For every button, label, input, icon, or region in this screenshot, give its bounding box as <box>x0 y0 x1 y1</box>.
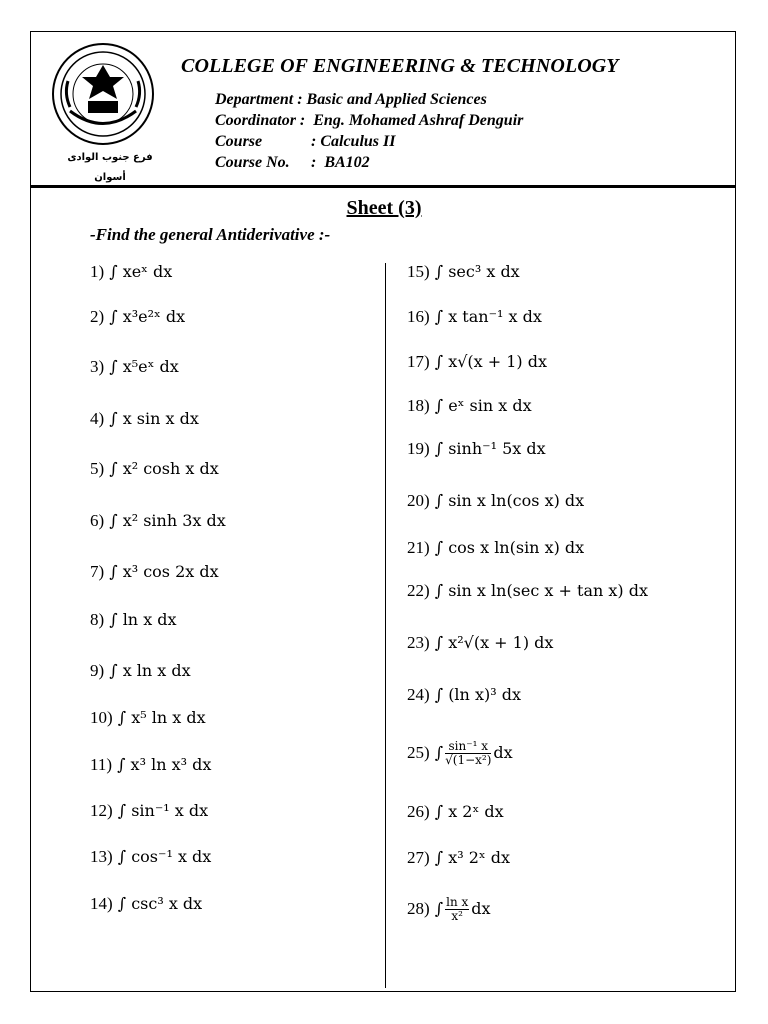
fraction: $\frac{\text{sin⁻¹ x}}{\text{√(1−x²)}}$ <box>445 739 492 767</box>
problem-item: 2) ∫ x³e²ˣ dx <box>90 307 186 326</box>
problem-item: 4) ∫ x sin x dx <box>90 409 199 428</box>
course-no-line <box>215 154 370 172</box>
problem-item: 17) ∫ x√(x + 1) dx <box>407 352 548 371</box>
instruction-text: -Find the general Antiderivative :- <box>90 225 331 244</box>
department-label: Department : <box>215 91 303 108</box>
sheet-title: Sheet (3) <box>346 197 422 219</box>
department-value: Basic and Applied Sciences <box>306 91 487 108</box>
problem-item: 3) ∫ x⁵eˣ dx <box>90 357 179 376</box>
problem-item: 25) ∫ $\frac{\text{sin⁻¹ x}}{\text{√(1−x²)}}$ dx <box>407 739 513 767</box>
problem-item: 15) ∫ sec³ x dx <box>407 262 520 281</box>
header-rule <box>31 185 735 188</box>
problem-item: 5) ∫ x² cosh x dx <box>90 459 219 478</box>
problem-item: 16) ∫ x tan⁻¹ x dx <box>407 307 542 326</box>
course-no-value: : BA102 <box>311 154 370 171</box>
problem-item: 7) ∫ x³ cos 2x dx <box>90 562 219 581</box>
course-label: Course <box>215 133 263 150</box>
problem-item: 1) ∫ xeˣ dx <box>90 262 173 281</box>
problem-item: 21) ∫ cos x ln(sin x) dx <box>407 538 585 557</box>
coordinator-line <box>215 112 523 130</box>
problem-item: 12) ∫ sin⁻¹ x dx <box>90 801 209 820</box>
problem-item: 23) ∫ x²√(x + 1) dx <box>407 633 554 652</box>
coordinator-label: Coordinator : <box>215 112 306 129</box>
problem-item: 8) ∫ ln x dx <box>90 610 177 629</box>
problem-item: 19) ∫ sinh⁻¹ 5x dx <box>407 439 546 458</box>
fraction: $\frac{\text{ln x}}{\text{x²}}$ <box>446 895 469 923</box>
problem-item: 6) ∫ x² sinh 3x dx <box>90 511 226 530</box>
course-no-label: Course No. <box>215 154 290 171</box>
problem-item: 13) ∫ cos⁻¹ x dx <box>90 847 212 866</box>
problem-item: 11) ∫ x³ ln x³ dx <box>90 755 212 774</box>
problem-item: 26) ∫ x 2ˣ dx <box>407 802 504 821</box>
problem-item: 10) ∫ x⁵ ln x dx <box>90 708 206 727</box>
problem-item: 22) ∫ sin x ln(sec x + tan x) dx <box>407 581 648 600</box>
problem-item: 14) ∫ csc³ x dx <box>90 894 203 913</box>
college-name: COLLEGE OF ENGINEERING & TECHNOLOGY <box>181 55 619 77</box>
column-divider <box>385 263 386 988</box>
problem-item: 18) ∫ eˣ sin x dx <box>407 396 532 415</box>
branch-name-arabic: فرع جنوب الوادى <box>67 152 153 163</box>
branch-city-arabic: أسوان <box>94 172 126 183</box>
course-value: : Calculus II <box>311 133 396 150</box>
problem-item: 28) ∫ $\frac{\text{ln x}}{\text{x²}}$ dx <box>407 895 491 923</box>
problem-item: 27) ∫ x³ 2ˣ dx <box>407 848 511 867</box>
problem-item: 20) ∫ sin x ln(cos x) dx <box>407 491 585 510</box>
problem-item: 9) ∫ x ln x dx <box>90 661 191 680</box>
course-line <box>215 133 395 151</box>
college-seal-logo <box>50 41 156 147</box>
coordinator-value: Eng. Mohamed Ashraf Denguir <box>313 112 524 129</box>
problem-item: 24) ∫ (ln x)³ dx <box>407 685 521 704</box>
department-line <box>215 91 487 109</box>
